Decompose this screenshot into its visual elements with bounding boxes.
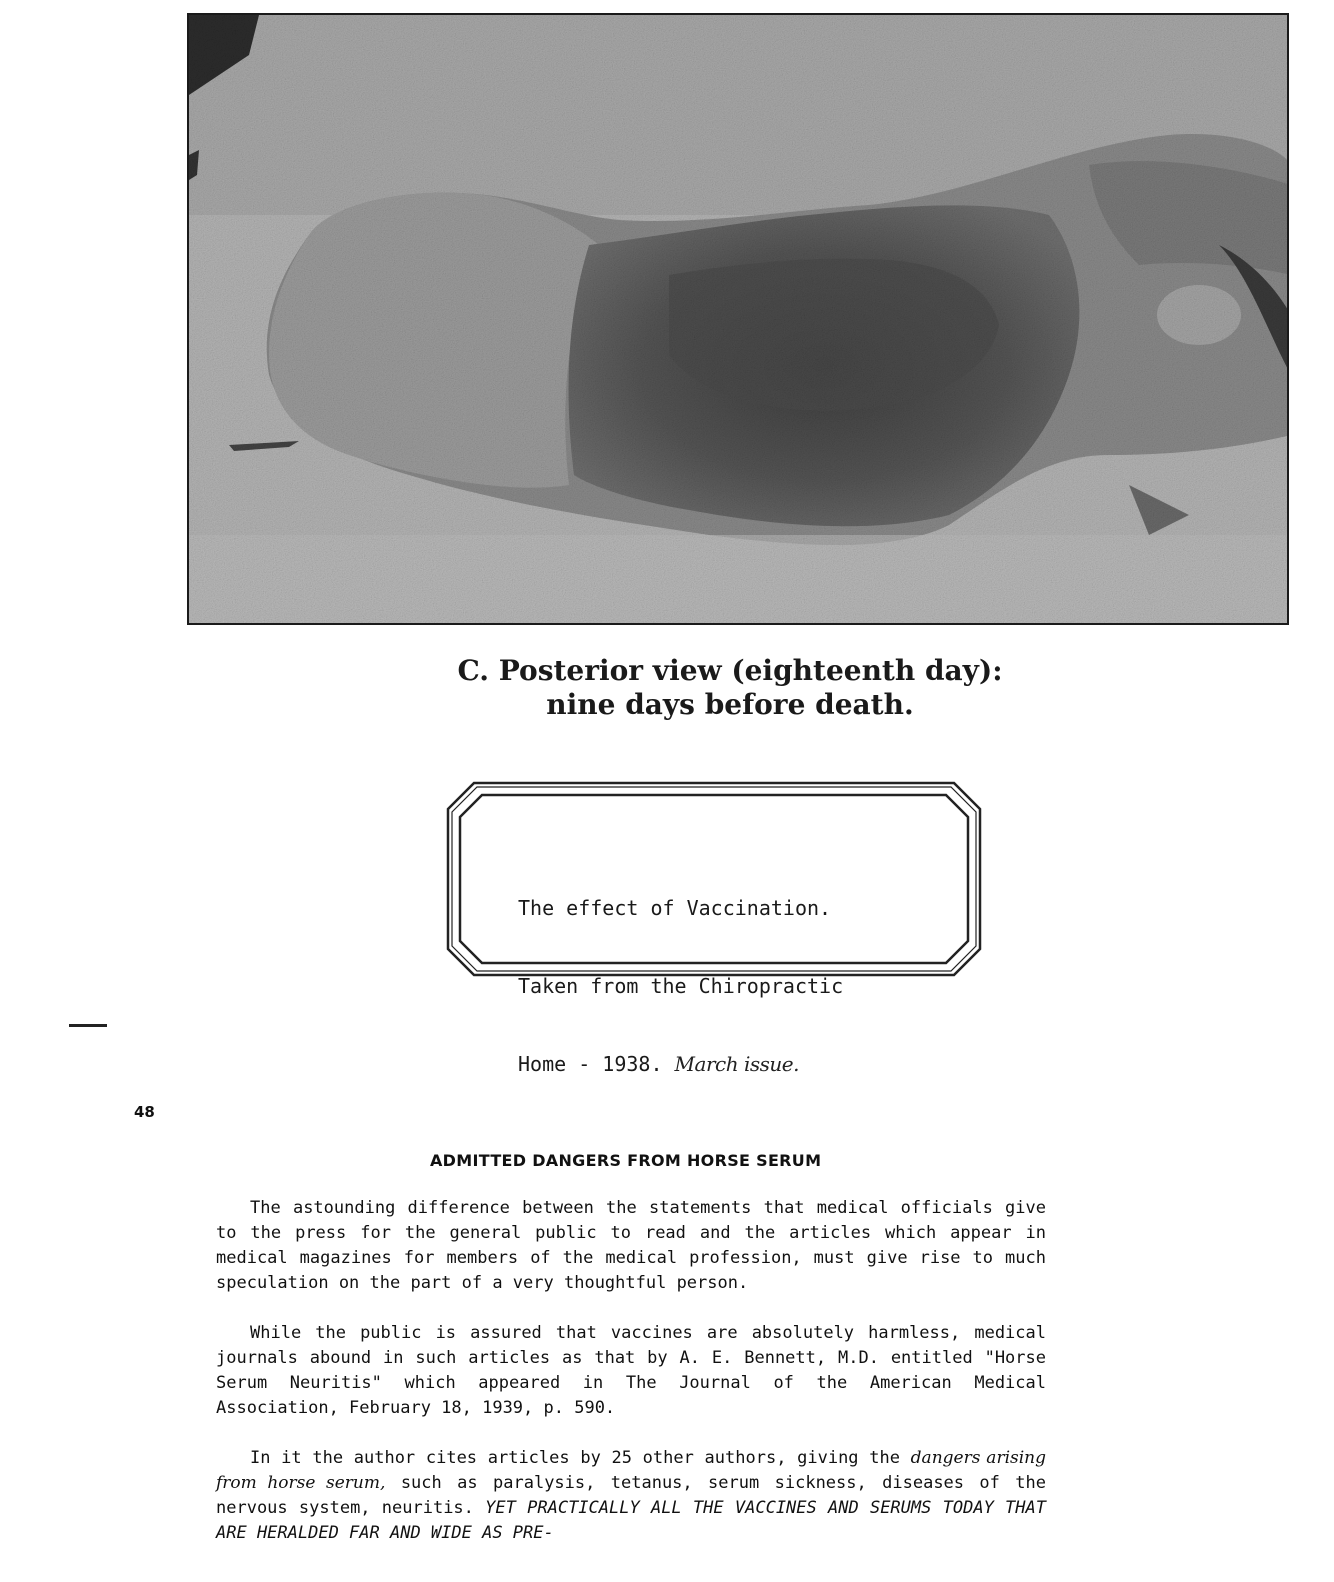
article-paragraph-3 [216,1446,1046,1546]
arm-photo-drawing [189,15,1289,625]
article-body [216,1196,1046,1546]
handwritten-note: March issue. [674,1052,799,1076]
plaque-line-2: Taken from the Chiropractic [518,974,844,998]
article-paragraph-1: The astounding difference between the statements that medical officials give to the press for the general public to read and the articles which appear in medical magazines for members of the medical profession, must give rise to much speculation on the part of a very thoughtful person. [216,1198,1046,1293]
typed-label-plaque [446,781,982,1076]
plaque-line-3-typed: Home - 1938. [518,1052,663,1076]
figure-caption [430,654,1030,722]
article-paragraph-2: While the public is assured that vaccines are absolutely harmless, medical journals abound in such articles as that by A. E. Bennett, M.D. entitled "Horse Serum Neuritis" which appeared in The Journal of the American Medical Association, February 18, 1939, p. 590. [216,1323,1046,1418]
plaque-line-3 [518,1051,843,1077]
p3-intro: In it the author cites articles by 25 other authors, giving the [250,1448,900,1468]
p3-emphasis: dangers arising from horse serum, [216,1448,1046,1493]
page-number: 48 [134,1103,155,1121]
plaque-line-1: The effect of Vaccination. [518,896,832,920]
article-title: ADMITTED DANGERS FROM HORSE SERUM [430,1151,822,1170]
p3-caps: YET PRACTICALLY ALL THE VACCINES AND SERUMS TODAY THAT ARE HERALDED FAR AND WIDE AS PRE- [216,1498,1046,1543]
vaccination-arm-photo [187,13,1289,625]
p3-middle: such as paralysis, tetanus, serum sickness, diseases of the nervous system, neuritis. [216,1473,1046,1518]
margin-mark [69,1024,107,1027]
caption-line-2: nine days before death. [546,688,914,721]
plaque-text [518,843,843,1129]
caption-line-1: C. Posterior view (eighteenth day): [457,654,1003,687]
